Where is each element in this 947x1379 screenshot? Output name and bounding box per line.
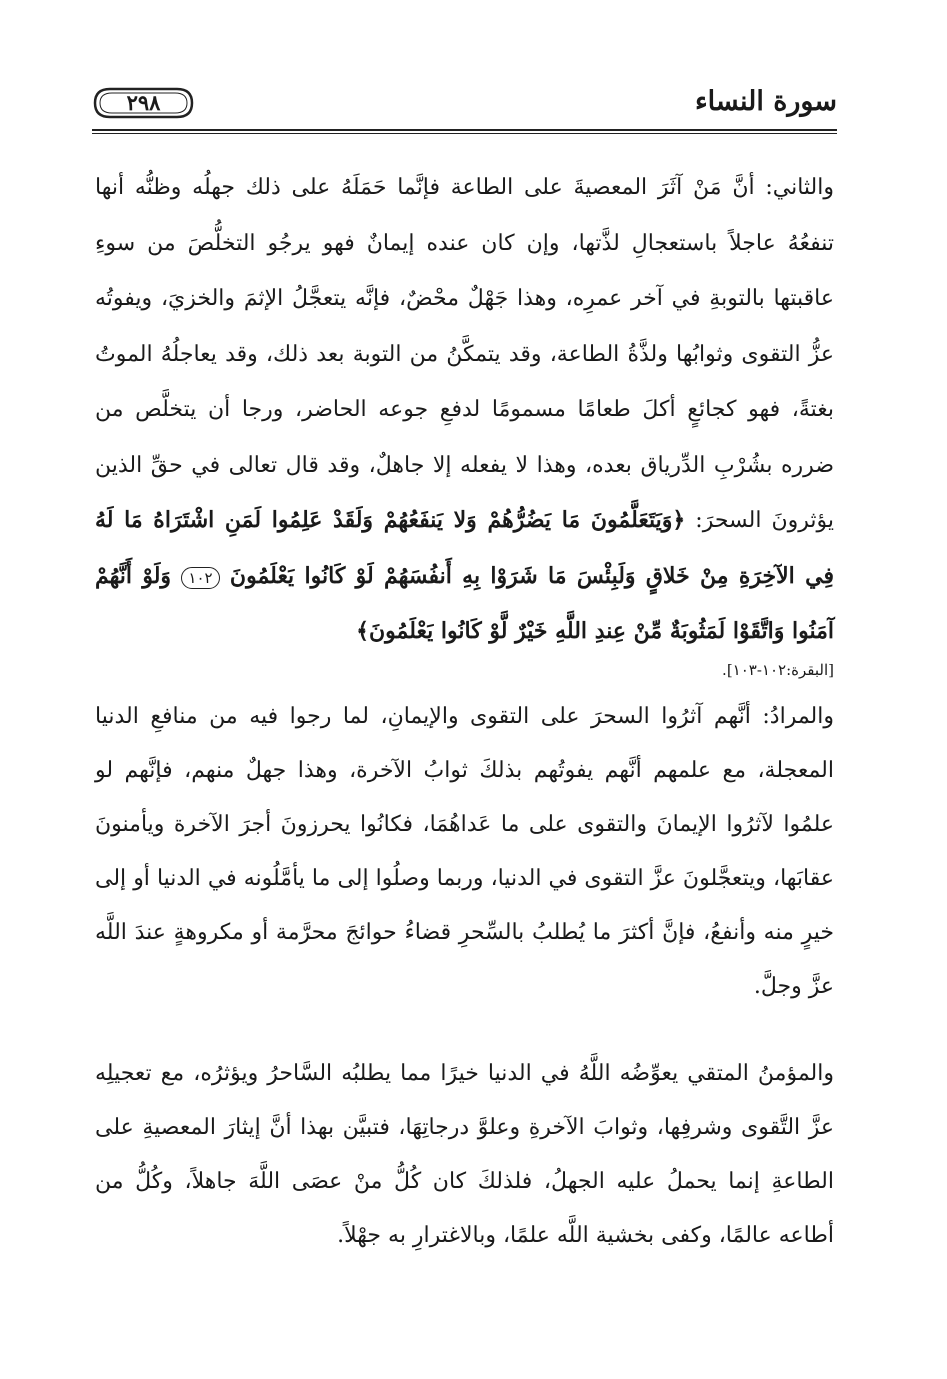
verse-reference: [البقرة:١٠٢-١٠٣]. <box>722 661 834 679</box>
paragraph-2: والمرادُ: أنَّهم آثرُوا السحرَ على التقوى والإيمانِ، لما رجوا فيه من منافعِ الدنيا المعجلة، مع علمهم أنَّهم يفوتُهم بذلكَ ثوابُ الآخرة، وهذا جهلٌ منهم، فإنَّهم لو علمُوا لآثرُوا الإيمانَ والتقوى على ما عَداهُمَا، فكانُوا يحرزونَ أجرَ الآخرة ويأمنونَ عقابَها، ويتعجَّلونَ عزَّ التقوى في الدنيا، وربما وصلُوا إلى ما يأمَّلُونه في الدنيا أو إلى خيرٍ منه وأنفعُ، فإنَّ أكثرَ ما يُطلبُ بالسِّحرِ قضاءُ حوائجَ محرَّمة أو مكروهةٍ عندَ اللَّه عزَّ وجلَّ. <box>95 704 834 999</box>
quran-verse-text: ﴿وَيَتَعَلَّمُونَ مَا يَضُرُّهُمْ وَلا يَنفَعُهُمْ وَلَقَدْ عَلِمُوا لَمَنِ اشْتَرَاهُ مَا لَهُ فِي الآخِرَةِ مِنْ خَلاقٍ وَلَبِئْسَ مَا شَرَوْا بِهِ أَنفُسَهُمْ لَوْ كَانُوا يَعْلَمُونَ <box>95 507 834 589</box>
paragraph-1-text: والثاني: أنَّ مَنْ آثَرَ المعصيةَ على الطاعة فإنَّما حَمَلَهُ على ذلك جهلُه وظنُّه أنها تنفعُهُ عاجلاً باستعجالِ لذَّتها، وإن كان عنده إيمانٌ فهو يرجُو التخلُّصَ من سوءِ عاقبتها بالتوبةِ في آخر عمرِه، وهذا جَهْلٌ محْضٌ، فإنَّه يتعجَّلُ الإثمَ والخزيَ، ويفوتُه عزُّ التقوى وثوابُها ولذَّةُ الطاعة، وقد يتمكَّنُ من التوبة بعد ذلك، وقد يعاجلُهُ الموتُ بغتةً، فهو كجائعٍ أكلَ طعامًا مسمومًا لدفعِ جوعه الحاضر، ورجا أن يتخلَّص من ضرره بشُرْبِ الدِّرياق بعده، وهذا لا يفعله إلا جاهلٌ، وقد قال تعالى في حقِّ الذين يؤثرونَ السحرَ: <box>95 175 834 533</box>
paragraph-3: والمؤمنُ المتقي يعوِّضُه اللَّهُ في الدنيا خيرًا مما يطلبُه السَّاحرُ ويؤثرُه، مع تعجيلِه عزَّ التَّقوى وشرفِها، وثوابَ الآخرةِ وعلوَّ درجاتِهَا، فتبيَّن بهذا أنَّ إيثارَ المعصيةِ على الطاعةِ إنما يحملُ عليه الجهلُ، فلذلكَ كان كُلُّ منْ عصَى اللَّهَ جاهلاً، وكُلُّ من أطاعه عالمًا، وكفى بخشية اللَّه علمًا، وبالاغترارِ به جهْلاً. <box>95 1061 834 1248</box>
surah-title: سورة النساء <box>694 86 837 117</box>
page-number-badge <box>92 86 195 120</box>
header-divider <box>92 129 837 131</box>
page-number: ٢٩٨ <box>126 90 161 115</box>
header-divider-thin <box>92 133 837 134</box>
page-header <box>0 0 947 135</box>
paragraph-1 <box>95 160 834 660</box>
ayah-number-marker: ١٠٢ <box>181 567 219 589</box>
quran-verse-text-2: وَلَوْ أَنَّهُمْ آمَنُوا وَاتَّقَوْا لَمَثُوبَةٌ مِّنْ عِندِ اللَّهِ خَيْرٌ لَّوْ كَانُوا يَعْلَمُونَ﴾ <box>95 562 834 644</box>
